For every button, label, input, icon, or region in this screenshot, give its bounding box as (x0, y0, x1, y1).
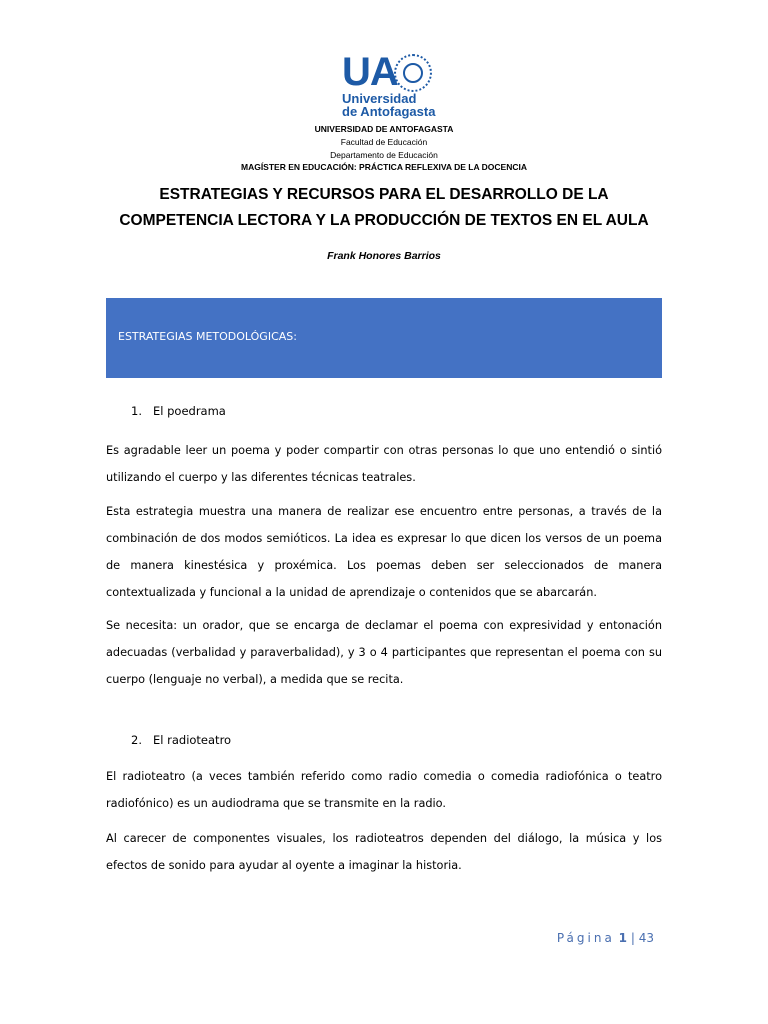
current-page: 1 (618, 931, 628, 945)
document-title-line-1: ESTRATEGIAS Y RECURSOS PARA EL DESARROLLO DE LA (159, 186, 609, 203)
section-heading-radioteatro (131, 733, 231, 747)
document-title-line-2: COMPETENCIA LECTORA Y LA PRODUCCIÓN DE TEXTOS EN EL AULA (119, 212, 649, 229)
department-name: Departamento de Educación (330, 150, 438, 160)
page-separator: | (630, 931, 635, 945)
page-label: Página (556, 931, 615, 945)
section-number: 1. (131, 404, 142, 418)
section-heading-label: El poedrama (153, 404, 226, 418)
paragraph: Al carecer de componentes visuales, los radioteatros dependen del diálogo, la música y los efectos de sonido para ayudar al oyente a imaginar la historia. (106, 832, 662, 872)
institution-name: UNIVERSIDAD DE ANTOFAGASTA (314, 124, 454, 134)
logo-line-1: Universidad (342, 91, 417, 106)
section-heading-label: El radioteatro (153, 733, 232, 747)
page-number-footer (557, 931, 654, 945)
paragraph: Se necesita: un orador, que se encarga de declamar el poema con expresividad y entonación adecuadas (verbalidad y paraverbalidad), y 3 o 4 participantes que representan el poema con su cuerpo (lenguaje no verbal), a medida que se recita. (106, 619, 662, 686)
section-banner-label: ESTRATEGIAS METODOLÓGICAS: (118, 330, 297, 343)
logo-line-2: de Antofagasta (342, 104, 436, 119)
logo-mark: UA (342, 50, 398, 94)
paragraph: Esta estrategia muestra una manera de realizar ese encuentro entre personas, a través de la combinación de dos modos semióticos. La idea es expresar lo que dicen los versos de un poema de manera kinestésica y proxémica. Los poemas deben ser seleccionados de manera contextualizada y funcional a la unidad de aprendizaje o contenidos que se abarcarán. (106, 505, 662, 599)
program-name: MAGÍSTER EN EDUCACIÓN: PRÁCTICA REFLEXIVA DE LA DOCENCIA (240, 162, 528, 172)
faculty-name: Facultad de Educación (340, 137, 428, 147)
author-name: Frank Honores Barrios (327, 250, 441, 262)
total-pages: 43 (638, 931, 654, 945)
paragraph: El radioteatro (a veces también referido como radio comedia o comedia radiofónica o teatro radiofónico) es un audiodrama que se transmite en la radio. (106, 770, 662, 810)
section-heading-poedrama (131, 404, 226, 418)
logo-seal-icon (394, 54, 432, 92)
university-logo (334, 52, 438, 122)
section-number: 2. (131, 733, 142, 747)
section-banner (106, 298, 662, 378)
paragraph: Es agradable leer un poema y poder compartir con otras personas lo que uno entendió o sintió utilizando el cuerpo y las diferentes técnicas teatrales. (106, 444, 662, 484)
